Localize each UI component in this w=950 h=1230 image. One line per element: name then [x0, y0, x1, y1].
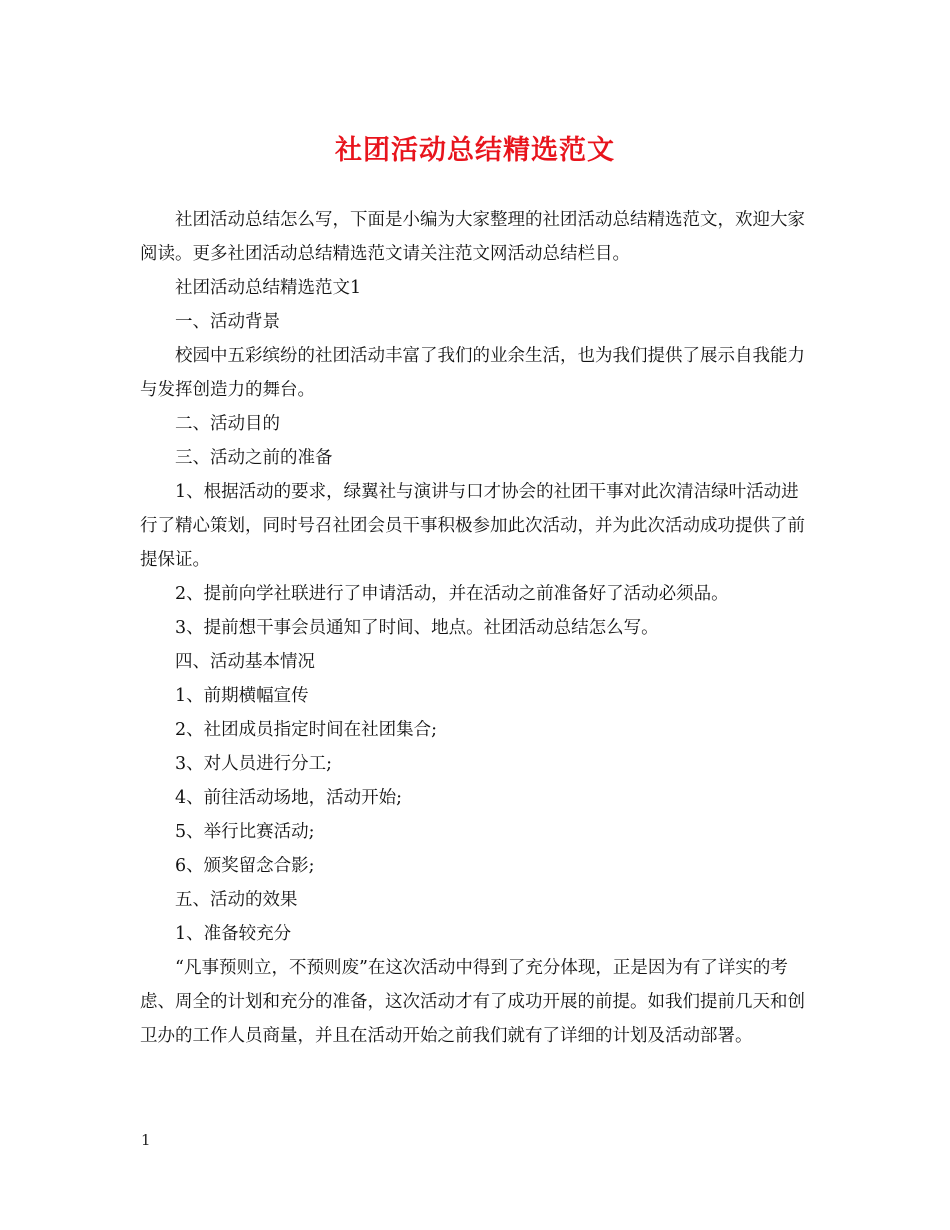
paragraph: 2、提前向学社联进行了申请活动，并在活动之前准备好了活动必须品。	[175, 584, 729, 604]
list-item: 2、社团成员指定时间在社团集合;	[175, 720, 438, 740]
paragraph: 3、提前想干事会员通知了时间、地点。社团活动总结怎么写。	[175, 618, 659, 638]
paragraph: 校园中五彩缤纷的社团活动丰富了我们的业余生活，也为我们提供了展示自我能力与发挥创造力的舞台。	[140, 346, 805, 400]
list-item: 4、前往活动场地，活动开始;	[175, 788, 403, 808]
paragraph: 1、根据活动的要求，绿翼社与演讲与口才协会的社团干事对此次清洁绿叶活动进行了精心策划，同时号召社团会员干事积极参加此次活动，并为此次活动成功提供了前提保证。	[140, 482, 805, 570]
section-heading: 一、活动背景	[175, 312, 280, 332]
section-heading: 三、活动之前的准备	[175, 448, 333, 468]
section-heading: 五、活动的效果	[175, 890, 298, 910]
section-heading: 二、活动目的	[175, 414, 280, 434]
list-item: 1、前期横幅宣传	[175, 686, 309, 706]
document-title: 社团活动总结精选范文	[335, 135, 615, 166]
list-item: 5、举行比赛活动;	[175, 822, 315, 842]
paragraph: 社团活动总结怎么写，下面是小编为大家整理的社团活动总结精选范文，欢迎大家阅读。更多社团活动总结精选范文请关注范文网活动总结栏目。	[140, 210, 805, 264]
list-item: 1、准备较充分	[175, 924, 292, 944]
paragraph: 社团活动总结精选范文1	[175, 278, 362, 298]
list-item: 6、颁奖留念合影;	[175, 856, 315, 876]
paragraph: “凡事预则立，不预则废”在这次活动中得到了充分体现，正是因为有了详实的考虑、周全的计划和充分的准备，这次活动才有了成功开展的前提。如我们提前几天和创卫办的工作人员商量，并且在活动开始之前我们就有了详细的计划及活动部署。	[140, 958, 805, 1046]
list-item: 3、对人员进行分工;	[175, 754, 333, 774]
section-heading: 四、活动基本情况	[175, 652, 315, 672]
page-number: 1	[141, 1131, 151, 1149]
document-body	[140, 203, 810, 1053]
